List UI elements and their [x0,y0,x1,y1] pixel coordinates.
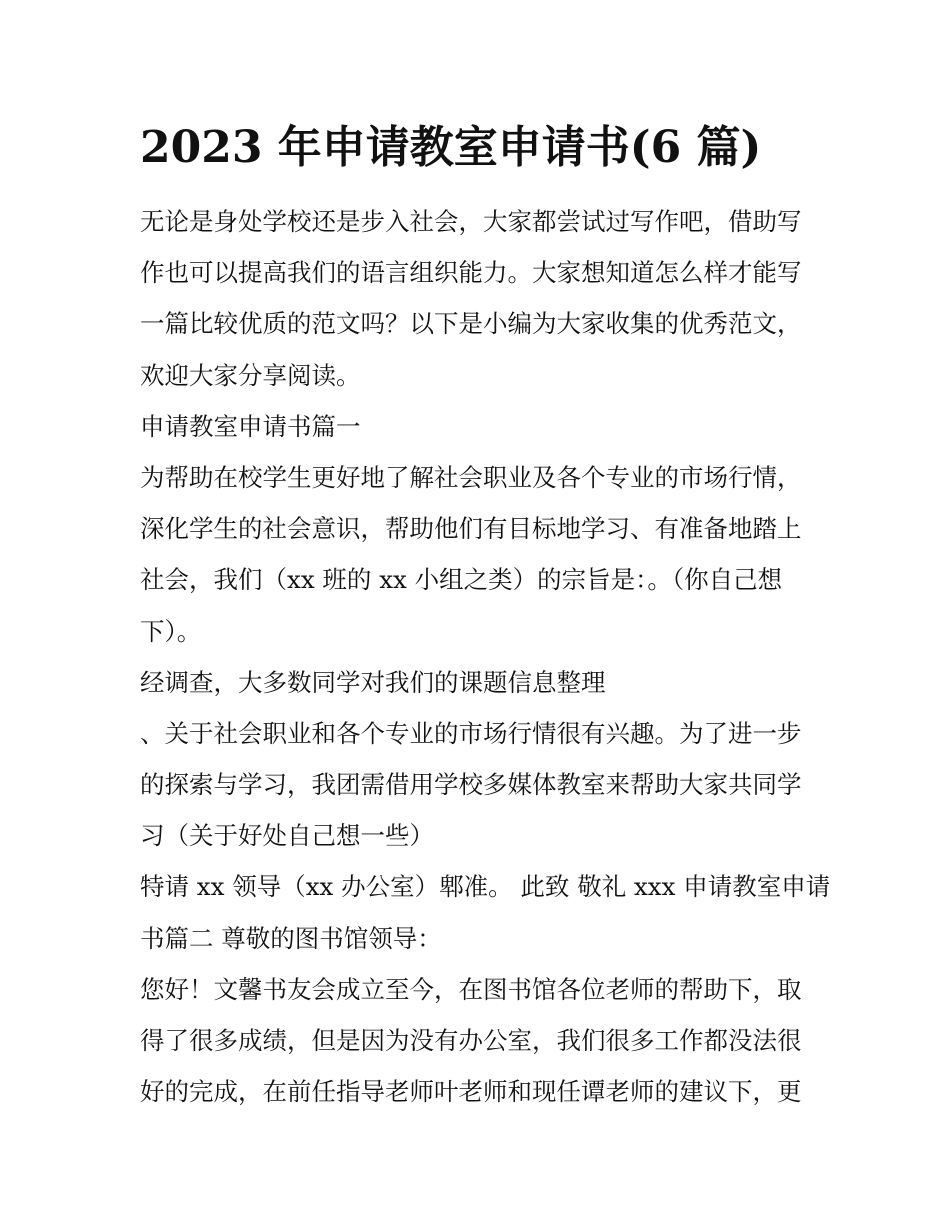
document-body [140,196,831,1117]
body-line: 您好！文馨书友会成立至今，在图书馆各位老师的帮助下，取 [140,974,802,1004]
body-line: 下）。 [140,616,202,646]
body-line: 习（关于好处自己想一些） [140,821,434,851]
section-heading: 书篇二 尊敬的图书馆领导： [140,923,442,953]
body-line: 的探索与学习，我团需借用学校多媒体教室来帮助大家共同学 [140,770,802,800]
body-line: 社会，我们（xx 班的 xx 小组之类）的宗旨是：。（你自己想 [140,565,783,595]
body-line: 无论是身处学校还是步入社会，大家都尝试过写作吧，借助写 [140,207,802,236]
body-line: 特请 xx 领导（xx 办公室）郫准。 此致 敬礼 xxx 申请教室申请 [140,872,831,902]
body-line: 深化学生的社会意识，帮助他们有目标地学习、有准备地踏上 [140,514,802,544]
body-line: 作也可以提高我们的语言组织能力。大家想知道怎么样才能写 [140,258,802,288]
body-line: 为帮助在校学生更好地了解社会职业及各个专业的市场行情， [140,462,802,492]
body-line: 一篇比较优质的范文吗？以下是小编为大家收集的优秀范文， [140,309,802,339]
section-heading: 申请教室申请书篇一 [140,411,361,441]
body-line: 得了很多成绩，但是因为没有办公室，我们很多工作都没法很 [140,1026,802,1055]
body-line: 经调查，大多数同学对我们的课题信息整理 [140,667,606,697]
body-line: 好的完成，在前任指导老师叶老师和现任谭老师的建议下，更 [140,1077,802,1107]
body-line: 欢迎大家分享阅读。 [140,360,361,390]
body-line: 、关于社会职业和各个专业的市场行情很有兴趣。为了进一步 [140,718,802,748]
document-title: 2023 年申请教室申请书(6 篇) [140,122,762,173]
